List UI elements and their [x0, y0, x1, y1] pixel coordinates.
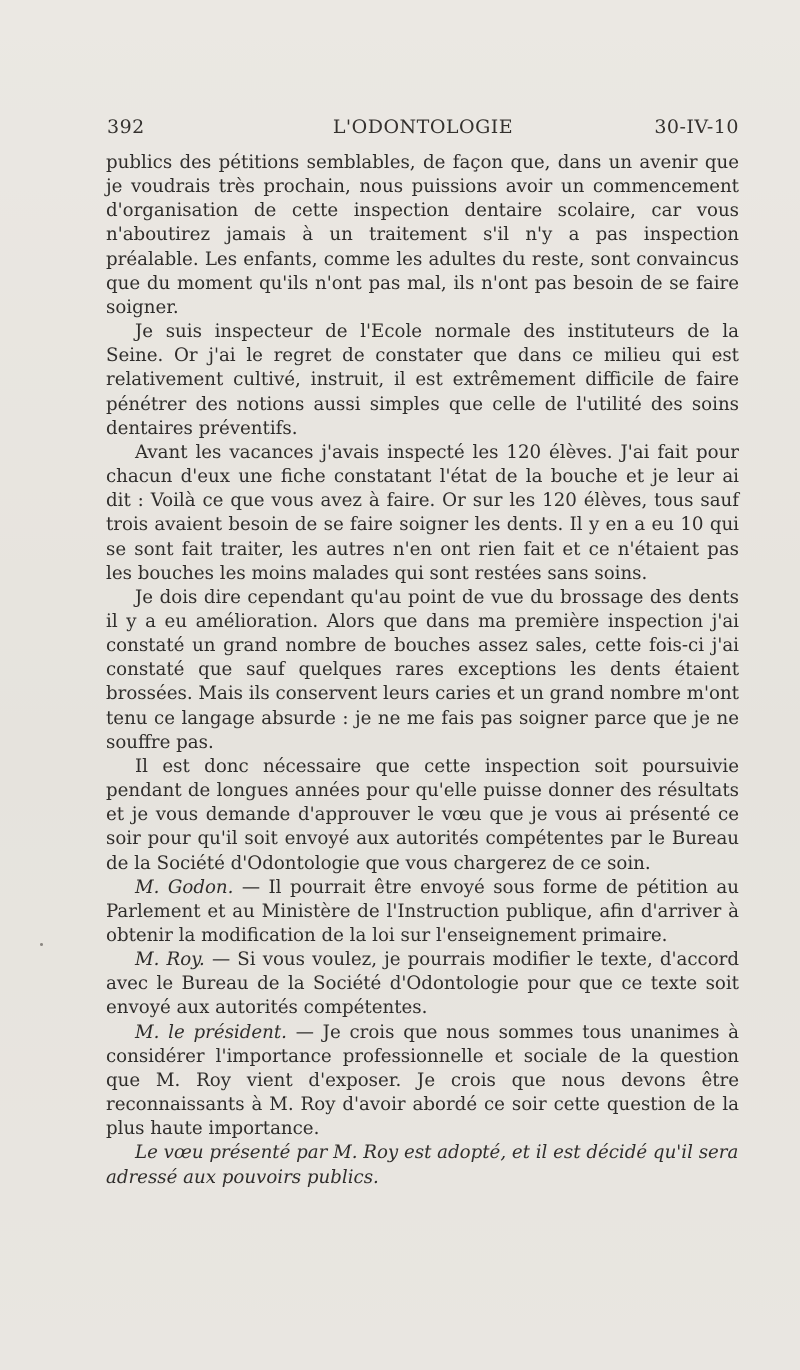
paragraph-text: Je dois dire cependant qu'au point de vue du brossage des dents il y a eu amélioration. Alors que dans ma première inspection j'ai constaté un grand nombre de bouches assez sales, cette fois-ci j'ai constaté que sauf quelques rares exceptions les dents étaient brossées. Mais ils conservent leurs caries et un grand nombre m'ont tenu ce langage absurde : je ne me fais pas soigner parce que je ne souffre pas. [106, 586, 739, 753]
article-body [106, 151, 739, 1190]
paragraph [106, 755, 739, 876]
speaker-name: M. Roy. [135, 949, 205, 971]
issue-date: 30-IV-10 [654, 116, 739, 138]
page-header [107, 116, 739, 142]
paragraph-text: Il est donc nécessaire que cette inspection soit poursuivie pendant de longues années pour qu'elle puisse donner des résultats et je vous demande d'approuver le vœu que je vous ai présenté ce soir pour qu'il soit envoyé aux autorités compétentes par le Bureau de la Société d'Odontologie que vous chargerez de ce soin. [106, 755, 739, 874]
speaker-paragraph [106, 948, 739, 1020]
paragraph-text: — Il pourrait être envoyé sous forme de pétition au Parlement et au Ministère de l'Instruction publique, afin d'arriver à obtenir la modification de la loi sur l'enseignement primaire. [106, 876, 739, 946]
paragraph-text: Je suis inspecteur de l'Ecole normale des instituteurs de la Seine. Or j'ai le regret de constater que dans ce milieu qui est relativement cultivé, instruit, il est extrêmement difficile de faire pénétrer des notions aussi simples que celle de l'utilité des soins dentaires préventifs. [106, 321, 739, 439]
paragraph-text: — Si vous voulez, je pourrais modifier le texte, d'accord avec le Bureau de la Société d'Odontologie pour que ce texte soit envoyé aux autorités compétentes. [106, 949, 740, 1019]
decision-paragraph [106, 1141, 739, 1189]
speaker-paragraph [106, 1021, 739, 1142]
speaker-name: M. Godon. [135, 876, 234, 898]
paragraph [106, 586, 739, 755]
paragraph [106, 320, 739, 441]
paragraph-text: publics des pétitions semblables, de façon que, dans un avenir que je voudrais très prochain, nous puissions avoir un commencement d'organisation de cette inspection dentaire scolaire, car vous n'aboutirez jamais à un traitement s'il n'y a pas inspection préalable. Les enfants, comme les adultes du reste, sont convaincus que du moment qu'ils n'ont pas mal, ils n'ont pas besoin de se faire soigner. [106, 152, 739, 318]
paragraph-text: — Je crois que nous sommes tous unanimes à considérer l'importance professionnelle et sociale de la question que M. Roy vient d'exposer. Je crois que nous devons être reconnaissants à M. Roy d'avoir abordé ce soir cette question de la plus haute importance. [106, 1021, 739, 1140]
journal-title: L'ODONTOLOGIE [332, 116, 514, 138]
paragraph-continuation [106, 151, 739, 320]
paper-speck [40, 943, 43, 946]
speaker-name: M. le président. [135, 1021, 287, 1043]
speaker-paragraph [106, 876, 739, 948]
decision-text: Le vœu présenté par M. Roy est adopté, et il est décidé qu'il sera adressé aux pouvoirs publics. [106, 1142, 739, 1188]
paragraph [106, 441, 739, 586]
page-number: 392 [107, 116, 145, 138]
paragraph-text: Avant les vacances j'avais inspecté les 120 élèves. J'ai fait pour chacun d'eux une fiche constatant l'état de la bouche et je leur ai dit : Voilà ce que vous avez à faire. Or sur les 120 élèves, tous sauf trois avaient besoin de se faire soigner les dents. Il y en a eu 10 qui se sont fait traiter, les autres n'en ont rien fait et ce n'étaient pas les bouches les moins malades qui sont restées sans soins. [106, 441, 739, 584]
